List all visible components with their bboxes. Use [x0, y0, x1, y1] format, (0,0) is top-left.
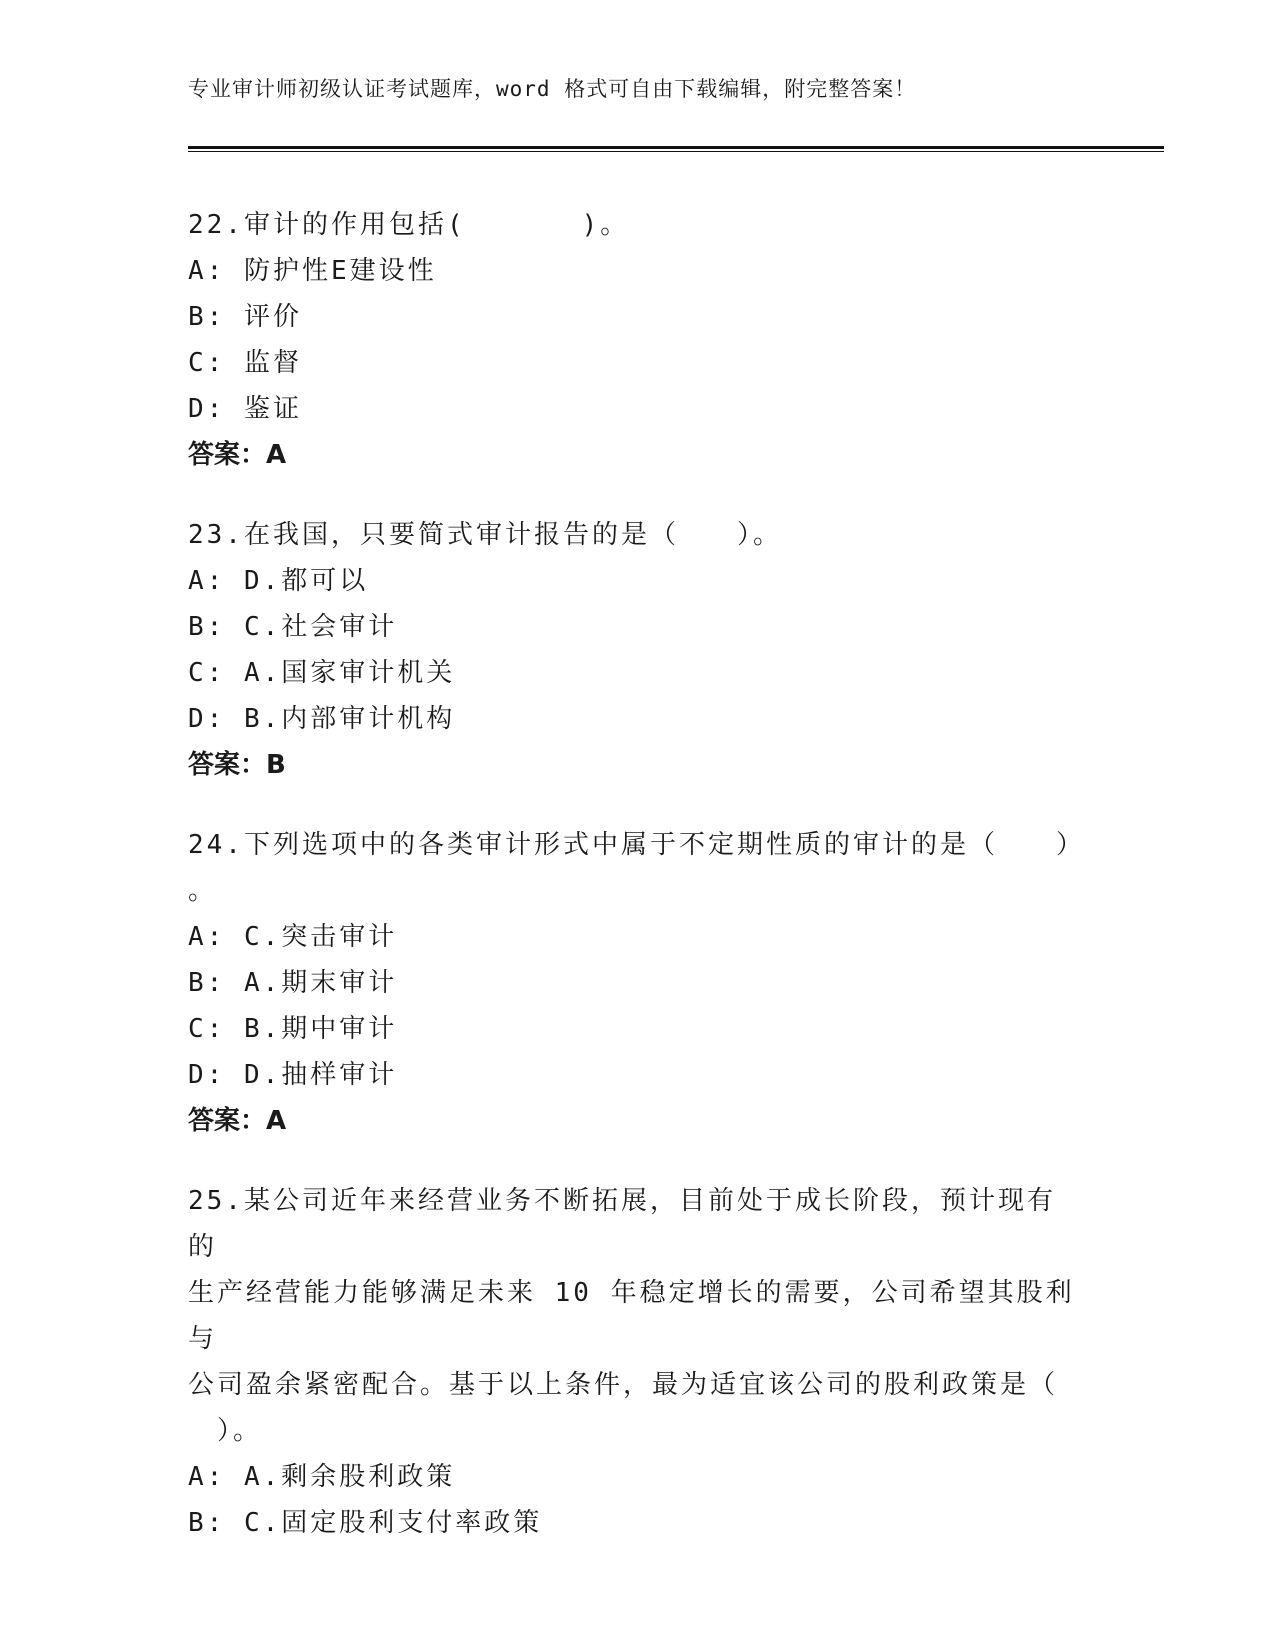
question-stem-line: 公司盈余紧密配合。基于以上条件，最为适宜该公司的股利政策是（ [188, 1370, 1059, 1400]
answer-option: B: C.固定股利支付率政策 [188, 1508, 543, 1538]
header-divider-thin [188, 151, 1164, 152]
page-header: 专业审计师初级认证考试题库，word 格式可自由下载编辑，附完整答案！ [188, 77, 917, 101]
answer-option: A: C.突击审计 [188, 922, 398, 952]
question-block [188, 822, 1088, 1144]
question-stem-line: 生产经营能力能够满足未来 10 年稳定增长的需要，公司希望其股利与 [188, 1278, 1075, 1354]
question-stem [188, 822, 1085, 914]
question-stem-line: 。 [188, 876, 218, 906]
question-stem-line: 24.下列选项中的各类审计形式中属于不定期性质的审计的是（ ） [188, 830, 1085, 860]
answer-option: C: 监督 [188, 348, 302, 378]
question-block [188, 1178, 1088, 1546]
question-stem-line: 25.某公司近年来经营业务不断拓展，目前处于成长阶段，预计现有的 [188, 1186, 1056, 1262]
answer-option: C: A.国家审计机关 [188, 658, 456, 688]
answer-key: 答案：B [188, 750, 286, 780]
question-block [188, 512, 1088, 788]
question-block [188, 202, 1088, 478]
question-list [188, 202, 1088, 1580]
answer-option: C: B.期中审计 [188, 1014, 398, 1044]
answer-option: A: D.都可以 [188, 566, 369, 596]
header-divider-thick [188, 146, 1164, 149]
answer-option: B: 评价 [188, 302, 302, 332]
question-stem [188, 512, 1078, 558]
answer-option: D: B.内部审计机构 [188, 704, 456, 734]
question-stem-line: 23.在我国，只要简式审计报告的是（ ）。 [188, 520, 782, 550]
answer-key: 答案：A [188, 1106, 287, 1136]
question-stem-line: ）。 [188, 1416, 263, 1446]
question-stem-line: 22.审计的作用包括( )。 [188, 210, 630, 240]
answer-option: D: 鉴证 [188, 394, 302, 424]
answer-option: D: D.抽样审计 [188, 1060, 398, 1090]
question-stem [188, 202, 1078, 248]
question-stem [188, 1178, 1078, 1454]
answer-option: B: A.期末审计 [188, 968, 398, 998]
answer-option: A: 防护性E建设性 [188, 256, 437, 286]
answer-option: B: C.社会审计 [188, 612, 398, 642]
answer-key: 答案：A [188, 440, 287, 470]
answer-option: A: A.剩余股利政策 [188, 1462, 456, 1492]
